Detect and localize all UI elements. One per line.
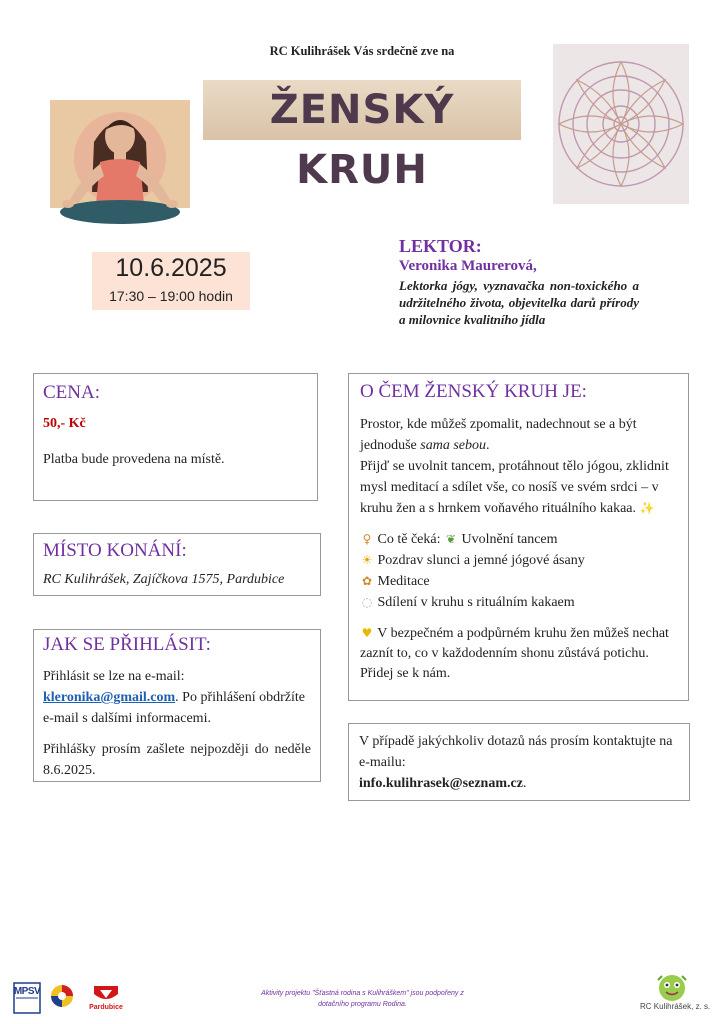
about-paragraph-1 bbox=[360, 414, 677, 456]
price-value: 50,- Kč bbox=[43, 416, 86, 431]
yoga-woman-illustration bbox=[50, 100, 190, 230]
registration-box bbox=[33, 629, 321, 782]
leaf-icon: ❦ bbox=[445, 532, 457, 546]
about-p1-end: . bbox=[486, 438, 490, 453]
list-item bbox=[360, 592, 677, 613]
registration-email-link[interactable]: kleronika@gmail.com bbox=[43, 690, 176, 705]
sparkle-icon: ✨ bbox=[639, 501, 655, 515]
list-item bbox=[360, 550, 677, 571]
venue-box bbox=[33, 533, 321, 596]
list-item-text: Sdílení v kruhu s rituálním kakaem bbox=[377, 595, 575, 610]
regional-emblem-logo bbox=[50, 984, 74, 1008]
about-heading: O ČEM ŽENSKÝ KRUH JE: bbox=[360, 381, 587, 402]
lektor-description: Lektorka jógy, vyznavačka non-toxického a udržitelného života, objevitelka darů přírody a milovnice kvalitního jídla bbox=[399, 278, 639, 327]
venue-heading: MÍSTO KONÁNÍ: bbox=[43, 540, 187, 561]
organization-name: RC Kulihrášek, z. s. bbox=[640, 1002, 711, 1011]
lotus-icon: ✿ bbox=[361, 574, 373, 588]
venue-address: RC Kulihrášek, Zajíčkova 1575, Pardubice bbox=[43, 572, 285, 587]
registration-after: . Po přihlášení obdržíte e-mail s dalšími informacemi. bbox=[43, 690, 306, 726]
contact-text bbox=[359, 731, 679, 794]
pardubice-logo bbox=[90, 982, 122, 1004]
registration-text bbox=[43, 666, 311, 729]
contact-email[interactable]: info.kulihrasek@seznam.cz bbox=[359, 776, 523, 791]
registration-heading: JAK SE PŘIHLÁSIT: bbox=[43, 634, 211, 655]
contact-end: . bbox=[522, 776, 527, 791]
list-prefix: Co tě čeká: bbox=[377, 532, 441, 547]
about-closing bbox=[360, 623, 677, 684]
contact-intro: V případě jakýchkoliv dotazů nás prosím kontaktujte na e-mailu: bbox=[359, 734, 673, 770]
event-date: 10.6.2025 bbox=[115, 254, 227, 282]
list-item bbox=[360, 529, 677, 550]
pardubice-logo-text: Pardubice bbox=[89, 1004, 123, 1011]
about-p1-emphasis: sama sebou bbox=[420, 438, 486, 453]
project-note: Aktivity projektu "Šťastná rodina s Kulihráškem" jsou podpořeny z dotačního programu Rodina. bbox=[261, 990, 464, 1008]
registration-intro: Přihlásit se lze na e-mail: bbox=[43, 669, 185, 684]
list-item bbox=[360, 571, 677, 592]
event-time: 17:30 – 19:00 hodin bbox=[109, 288, 233, 304]
payment-note: Platba bude provedena na místě. bbox=[43, 452, 225, 467]
about-list bbox=[360, 529, 677, 613]
about-p2-text: Přijď se uvolnit tancem, protáhnout tělo jógou, zklidnit mysl meditací a sdílet vše, co nosíš ve svém srdci – v kruhu žen a s hrnkem voňavého rituálního kakaa. bbox=[360, 459, 669, 516]
kulihrasek-logo bbox=[652, 970, 692, 1004]
list-item-text: Meditace bbox=[377, 574, 430, 589]
mandala-image bbox=[553, 44, 689, 204]
about-box bbox=[348, 373, 689, 701]
about-closing-text: V bezpečném a podpůrném kruhu žen můžeš nechat zaznít to, co v každodenním shonu zůstává potichu. Přidej se k nám. bbox=[360, 626, 669, 681]
contact-box bbox=[348, 723, 690, 801]
mpsv-logo-text: MPSV bbox=[13, 986, 41, 997]
price-heading: CENA: bbox=[43, 382, 100, 403]
list-item-text: Pozdrav slunci a jemné jógové ásany bbox=[377, 553, 585, 568]
heart-icon: ♥ bbox=[361, 626, 373, 640]
meditation-icon: ♀ bbox=[362, 532, 372, 546]
registration-deadline: Přihlášky prosím zašlete nejpozději do neděle 8.6.2025. bbox=[43, 742, 311, 778]
invitation-line: RC Kulihrášek Vás srdečně zve na bbox=[269, 44, 455, 58]
about-paragraph-2 bbox=[360, 456, 677, 519]
lektor-heading: LEKTOR: bbox=[399, 236, 482, 256]
list-item-text: Uvolnění tancem bbox=[461, 532, 558, 547]
lektor-name: Veronika Maurerová, bbox=[399, 258, 537, 274]
page-title: ŽENSKÝ KRUH bbox=[269, 87, 455, 193]
about-p1-start: Prostor, kde můžeš zpomalit, nadechnout se a být jednoduše bbox=[360, 417, 637, 453]
price-box bbox=[33, 373, 318, 501]
speech-bubble-icon: ◌ bbox=[361, 595, 373, 609]
sun-icon: ☀ bbox=[361, 553, 373, 567]
